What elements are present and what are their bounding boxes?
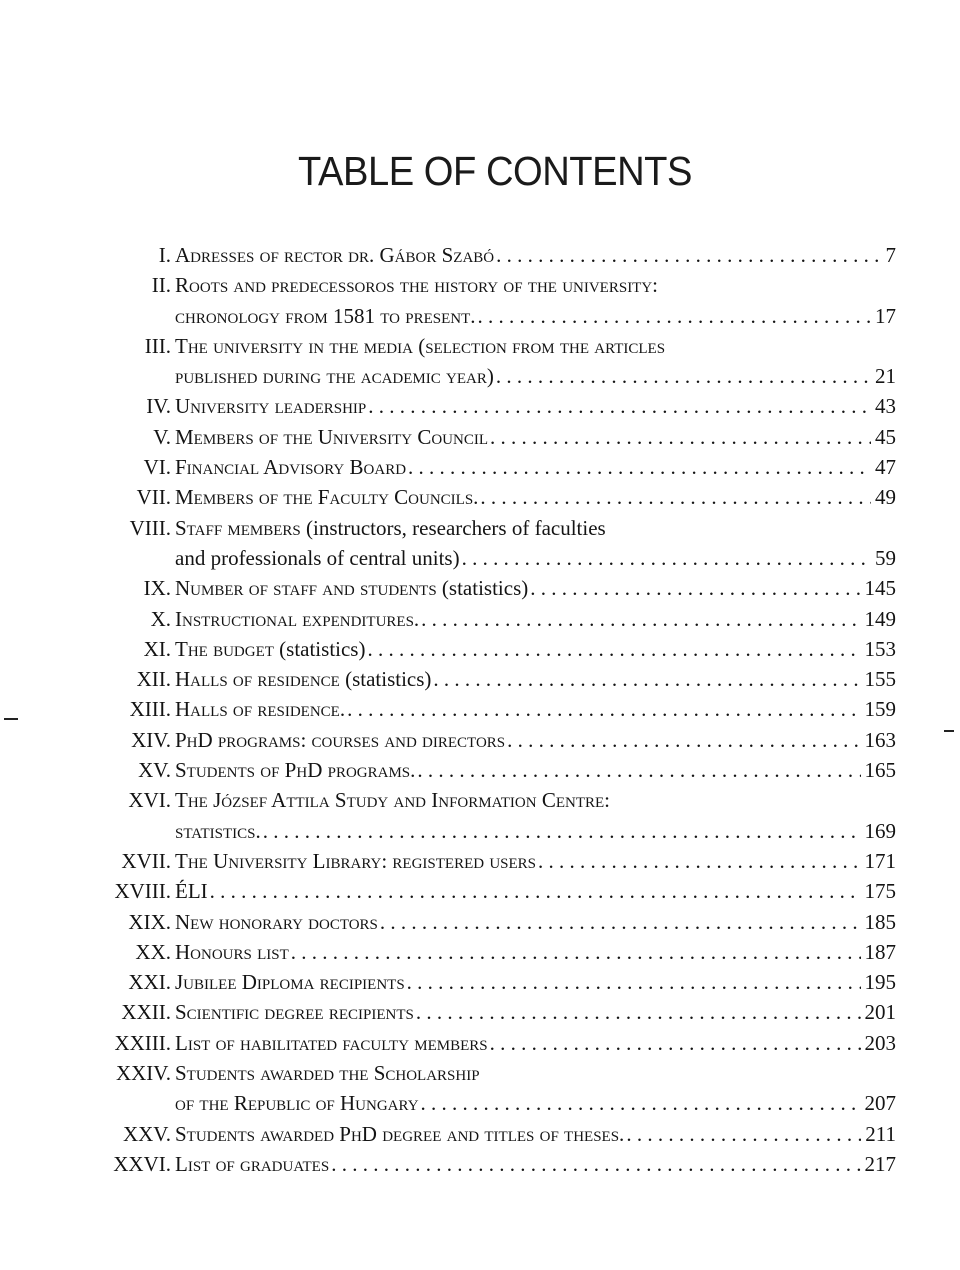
toc-leader-dots xyxy=(347,697,860,722)
toc-entry-number: XXIV. xyxy=(115,1061,171,1086)
toc-entry-page: 169 xyxy=(864,818,896,843)
toc-entry-title: Halls of residence (statistics) xyxy=(175,667,432,692)
toc-entry-number: XX. xyxy=(135,939,171,964)
toc-leader-dots xyxy=(331,1152,860,1177)
toc-entry-page: 59 xyxy=(875,545,896,570)
toc-entry[interactable] xyxy=(100,970,896,1000)
toc-entry-page: 47 xyxy=(875,455,896,480)
toc-entry-title: Number of staff and students (statistics) xyxy=(175,576,529,601)
toc-entry-number: XI. xyxy=(143,636,171,661)
toc-entry-line xyxy=(100,970,896,1000)
toc-entry[interactable] xyxy=(100,1061,896,1122)
toc-entry-number: XXV. xyxy=(122,1121,171,1146)
toc-entry-line xyxy=(100,1031,896,1061)
toc-entry-page: 165 xyxy=(864,758,896,783)
toc-entry-line xyxy=(100,425,896,455)
toc-leader-dots xyxy=(490,425,871,450)
toc-entry[interactable] xyxy=(100,273,896,334)
toc-leader-dots xyxy=(496,364,871,389)
toc-entry-number: XVIII. xyxy=(114,879,171,904)
toc-entry-line xyxy=(100,819,896,849)
toc-entry-number: XVI. xyxy=(128,788,171,813)
toc-entry-line xyxy=(100,516,896,546)
toc-entry-page: 21 xyxy=(875,364,896,389)
toc-entry[interactable] xyxy=(100,485,896,515)
toc-entry-number: XII. xyxy=(136,667,171,692)
toc-entry-number: XIII. xyxy=(129,697,171,722)
toc-entry-title: PhD programs: courses and directors xyxy=(175,727,506,752)
toc-entry-line xyxy=(100,334,896,364)
toc-entry-title: Members of the Faculty Councils. xyxy=(175,485,479,510)
toc-entry-number: XIV. xyxy=(131,727,171,752)
toc-entry-page: 171 xyxy=(864,848,896,873)
toc-leader-dots xyxy=(433,667,860,692)
toc-entry-page: 17 xyxy=(875,303,896,328)
toc-entry-line xyxy=(100,788,896,818)
toc-entry[interactable] xyxy=(100,425,896,455)
toc-entry-page: 145 xyxy=(864,576,896,601)
toc-leader-dots xyxy=(367,637,860,662)
toc-entry[interactable] xyxy=(100,940,896,970)
toc-entry-number: X. xyxy=(150,606,171,631)
toc-entry-page: 7 xyxy=(885,243,896,267)
toc-entry-line xyxy=(100,546,896,576)
toc-entry-page: 207 xyxy=(864,1091,896,1116)
toc-entry-title: List of graduates xyxy=(175,1151,330,1176)
toc-entry[interactable] xyxy=(100,576,896,606)
toc-entry-title: The budget (statistics) xyxy=(175,636,366,661)
toc-entry[interactable] xyxy=(100,910,896,940)
toc-entry[interactable] xyxy=(100,728,896,758)
toc-entry-title: New honorary doctors xyxy=(175,909,378,934)
toc-entry-title: Students of PhD programs. xyxy=(175,758,416,783)
toc-entry-title: List of habilitated faculty members xyxy=(175,1030,488,1055)
toc-entry-line xyxy=(100,394,896,424)
toc-entry-page: 149 xyxy=(864,606,896,631)
toc-leader-dots xyxy=(478,304,871,329)
toc-entry-number: I. xyxy=(158,243,171,267)
toc-entry-page: 155 xyxy=(864,667,896,692)
toc-entry-line xyxy=(100,485,896,515)
toc-entry-title: of the Republic of Hungary xyxy=(175,1091,419,1116)
toc-entry-number: VIII. xyxy=(129,515,171,540)
toc-entry-line xyxy=(100,1091,896,1121)
toc-leader-dots xyxy=(417,758,860,783)
toc-leader-dots xyxy=(507,728,860,753)
toc-entry[interactable] xyxy=(100,516,896,577)
toc-entry-number: XXIII. xyxy=(114,1030,171,1055)
toc-entry-number: V. xyxy=(153,424,171,449)
toc-entry-title: The university in the media (selection from the articles xyxy=(175,333,666,358)
toc-entry-number: III. xyxy=(144,333,171,358)
toc-entry-page: 211 xyxy=(865,1121,896,1146)
toc-entry-page: 201 xyxy=(864,1000,896,1025)
toc-entry-page: 195 xyxy=(864,970,896,995)
toc-entry-line xyxy=(100,576,896,606)
toc-leader-dots xyxy=(407,970,861,995)
toc-entry[interactable] xyxy=(100,394,896,424)
toc-entry[interactable] xyxy=(100,788,896,849)
toc-entry-number: IV. xyxy=(146,394,171,419)
toc-entry[interactable] xyxy=(100,607,896,637)
toc-entry-page: 203 xyxy=(864,1030,896,1055)
toc-entry[interactable] xyxy=(100,697,896,727)
toc-entry-page: 187 xyxy=(864,939,896,964)
toc-leader-dots xyxy=(408,455,871,480)
toc-entry-title: The University Library: registered users xyxy=(175,848,537,873)
toc-entry-title: Scientific degree recipients xyxy=(175,1000,414,1025)
toc-entry-line xyxy=(100,455,896,485)
toc-entry-line xyxy=(100,273,896,303)
toc-entry[interactable] xyxy=(100,1031,896,1061)
toc-entry-title: Instructional expenditures. xyxy=(175,606,420,631)
toc-leader-dots xyxy=(421,607,860,632)
toc-entry-line xyxy=(100,364,896,394)
toc-entry-page: 185 xyxy=(864,909,896,934)
toc-leader-dots xyxy=(490,1031,861,1056)
table-of-contents xyxy=(100,243,896,1182)
toc-entry[interactable] xyxy=(100,1000,896,1030)
toc-entry-page: 45 xyxy=(875,424,896,449)
toc-entry-page: 153 xyxy=(864,636,896,661)
toc-entry-title: Financial Advisory Board xyxy=(175,455,407,480)
toc-entry-page: 49 xyxy=(875,485,896,510)
toc-entry-title: published during the academic year) xyxy=(175,364,494,389)
toc-entry-title: statistics. xyxy=(175,818,261,843)
toc-entry-line xyxy=(100,243,896,273)
toc-entry-number: VII. xyxy=(136,485,171,510)
toc-entry[interactable] xyxy=(100,1152,896,1182)
toc-entry-number: XIX. xyxy=(128,909,171,934)
toc-entry-page: 159 xyxy=(864,697,896,722)
toc-entry-number: XXII. xyxy=(121,1000,171,1025)
toc-entry-title: Honours list xyxy=(175,939,289,964)
right-margin-mark xyxy=(944,730,954,732)
toc-entry-title: and professionals of central units) xyxy=(175,545,460,570)
toc-entry-line xyxy=(100,304,896,334)
toc-entry-title: Jubilee Diploma recipients xyxy=(175,970,405,995)
toc-entry-title: Students awarded the Scholarship xyxy=(175,1061,480,1086)
toc-leader-dots xyxy=(480,485,871,510)
toc-leader-dots xyxy=(380,910,861,935)
toc-entry-title: The József Attila Study and Information Centre: xyxy=(175,788,610,813)
toc-leader-dots xyxy=(421,1091,861,1116)
toc-entry-number: XVII. xyxy=(121,848,171,873)
toc-entry-line xyxy=(100,1061,896,1091)
toc-entry[interactable] xyxy=(100,455,896,485)
toc-entry-line xyxy=(100,1152,896,1182)
toc-entry[interactable] xyxy=(100,637,896,667)
toc-entry-number: VI. xyxy=(143,455,171,480)
toc-entry-title: University leadership xyxy=(175,394,367,419)
toc-leader-dots xyxy=(263,819,861,844)
toc-entry-line xyxy=(100,1122,896,1152)
toc-entry[interactable] xyxy=(100,243,896,273)
toc-entry-line xyxy=(100,849,896,879)
toc-leader-dots xyxy=(462,546,871,571)
toc-entry-title: Roots and predecessoros the history of the university: xyxy=(175,273,659,298)
toc-entry-line xyxy=(100,697,896,727)
page-title: TABLE OF CONTENTS xyxy=(298,148,692,194)
toc-entry-line xyxy=(100,607,896,637)
toc-entry-title: Students awarded PhD degree and titles of theses. xyxy=(175,1121,625,1146)
toc-entry-number: XXI. xyxy=(128,970,171,995)
toc-entry-number: XV. xyxy=(138,758,171,783)
toc-leader-dots xyxy=(416,1000,861,1025)
toc-entry-line xyxy=(100,1000,896,1030)
toc-entry-line xyxy=(100,758,896,788)
toc-entry-number: XXVI. xyxy=(113,1151,171,1176)
toc-entry[interactable] xyxy=(100,667,896,697)
toc-leader-dots xyxy=(538,849,860,874)
toc-entry-line xyxy=(100,667,896,697)
toc-leader-dots xyxy=(291,940,861,965)
toc-entry-line xyxy=(100,637,896,667)
toc-entry[interactable] xyxy=(100,1122,896,1152)
toc-entry[interactable] xyxy=(100,758,896,788)
toc-entry-number: II. xyxy=(151,273,171,298)
toc-leader-dots xyxy=(210,879,861,904)
toc-entry-line xyxy=(100,910,896,940)
toc-entry-title: Members of the University Council xyxy=(175,424,489,449)
toc-entry-page: 43 xyxy=(875,394,896,419)
toc-entry-title: Staff members (instructors, researchers of faculties xyxy=(175,515,606,540)
toc-entry[interactable] xyxy=(100,334,896,395)
toc-entry-title: ÉLI xyxy=(175,879,208,904)
toc-entry-title: chronology from 1581 to present. xyxy=(175,303,476,328)
toc-entry-line xyxy=(100,728,896,758)
toc-entry-title: Adresses of rector dr. Gábor Szabó xyxy=(175,243,495,267)
toc-entry-page: 217 xyxy=(864,1151,896,1176)
toc-entry-page: 163 xyxy=(864,727,896,752)
toc-entry-title: Halls of residence. xyxy=(175,697,346,722)
toc-leader-dots xyxy=(530,576,860,601)
toc-entry-line xyxy=(100,879,896,909)
toc-entry[interactable] xyxy=(100,879,896,909)
toc-entry[interactable] xyxy=(100,849,896,879)
toc-entry-number: IX. xyxy=(143,576,171,601)
toc-leader-dots xyxy=(626,1122,861,1147)
toc-leader-dots xyxy=(496,243,881,268)
toc-leader-dots xyxy=(368,394,871,419)
toc-entry-page: 175 xyxy=(864,879,896,904)
toc-entry-line xyxy=(100,940,896,970)
left-margin-mark xyxy=(4,718,18,720)
